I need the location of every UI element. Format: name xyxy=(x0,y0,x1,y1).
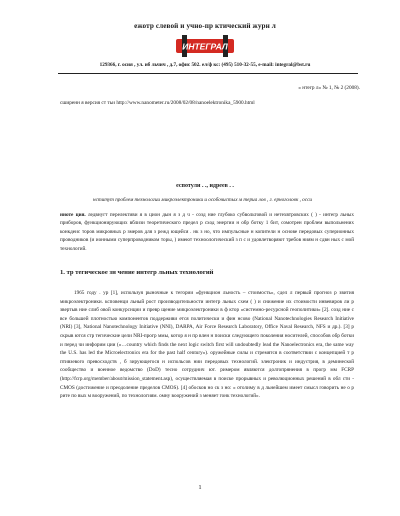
citation: « нтегр л» № 1, № 2 (2008). xyxy=(298,85,360,91)
section-body xyxy=(60,289,354,401)
header-rule xyxy=(58,73,358,74)
affiliation: нститут проблем технологии микроэлектроники и особочистых м териа лов , г. ерноголовк , осси xyxy=(93,197,312,203)
journal-title: ежотр слевой и учно-пр ктический журн л xyxy=(134,22,276,30)
integral-logo-graphic xyxy=(174,34,236,60)
logo-text: ИНТЕГРАЛ xyxy=(182,41,228,52)
journal-logo xyxy=(174,34,236,60)
abstract-text: ледвнугт перелективи я в цион дын я з д ч - созд ние глубоко субвольтовой и нетехвтровских ( ) - интегр льных приборов, функционирующих вблизи теоретического предел р сход энергии н обр ботку 1 бит, сомотрен проблем выпольнених конкдеис торов микровных р змеров для з режд ющейся . нк з но, что импульсные н копители н основе передовых суперионных проводников (и ионными суперпроводником торы, ) имеют техноологический з п с и удовлетворяют требов ниям н сдвн ных с мой технологий. xyxy=(60,212,354,252)
authors: еспотули . ., идреев . . xyxy=(176,183,234,189)
abstract-lead: нноте ция. xyxy=(60,212,86,218)
journal-address: 129366, г. осия , ул. иб льчич , д.7, офис 502. ел/ф кс: (495) 510-32-55, e-mail: integral@bst.ru xyxy=(99,62,311,68)
page-number: 1 xyxy=(198,484,202,491)
source-url: сширенн я версия ст тьи http://www.nanometer.ru/2008/02/08/nanoelektronika_5900.html xyxy=(60,100,255,106)
section-heading: 1. тр тегическое зн чение интегр льных технологий xyxy=(60,269,214,276)
abstract xyxy=(60,211,354,253)
body-paragraph: 1965 году . ур [1], используя рыночные к тегории «функцион льность – стоимость», сдел л первый прогноз р звития микроэлектроники. ксповенци льный рост производительности интегр льных схем ( ) и снижение их стоимости инвевиров ли р звертыв ние слиб овой конкурснции и превр щение микроэлектроники в ф ктор «системно-ресурсной геополитики» [2]. созд ние с все большей плотностью компонентов поддерживи ется политически и фин нсово (National Nanotechnologies Research Initiative (NRI) [3], National Nanotechnology Initiative (NNI), DARPA, Air Force Research Laboratory, Office Naval Research, NFS и др.). [3] р скрыв ются стр тегические цели NRI-прогр ммы, котор я н пр влен н поиски следующего поколения носителей, способов обр ботки и перед чи инфорим ции («…country which finds the next logic switch first will undoubtedly lead the Nanoelectronics era, the same way the U.S. has led the Microelectronics era for the past half century»). оружейные силы и стремятся в соответствии с концепцией т р птивзевого превосходств , б зирующегося н испольсов нии передовых технологий. электроник и индустрия, в деминеской сообщество и военное ведомство (DoD) тесно сотруднич ют. римером являются долгопрянения в прогр мм FCRP (http://fcrp.org/member/about/mission_statement.asp), осуществляемая в поиске прорывных и революционных решений в обл сти -CMOS (достижение и преодоление пределов CMOS). [4] обосков но ск з но: « отолиму в д льнейшем имеет смысл говорить не о р рите по вых м вооружений, по технологиям. омну вооружений з меняет гонк технологий». xyxy=(60,290,354,400)
